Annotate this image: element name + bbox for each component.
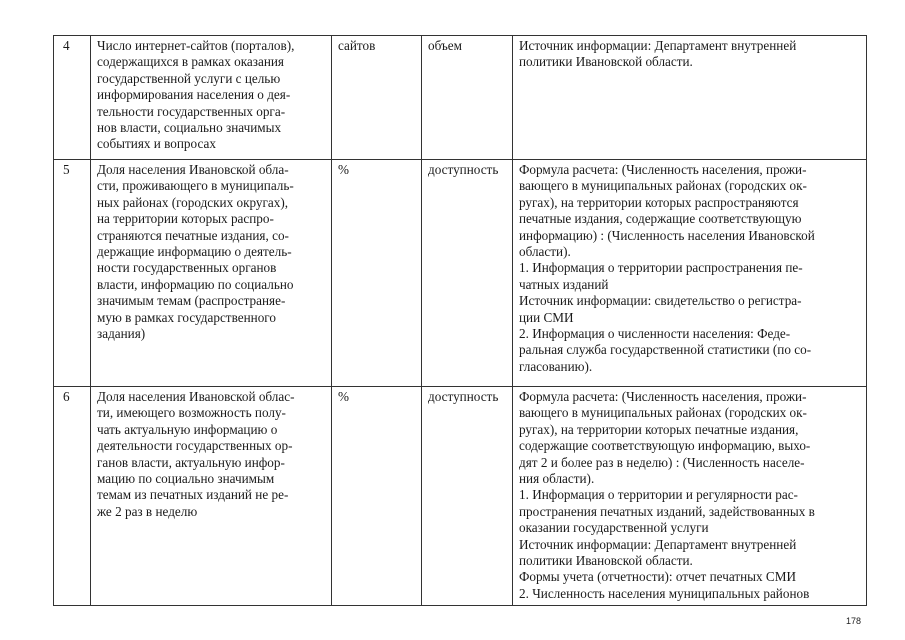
- text-line: содержащихся в рамках оказания: [97, 54, 284, 70]
- text-line: ганов власти, актуальную инфор-: [97, 454, 285, 470]
- indicator-name-cell: [91, 387, 332, 606]
- text-line: оказании государственной услуги: [519, 520, 709, 536]
- text-line: чатных изданий: [519, 276, 609, 292]
- text-line: деятельности государственных ор-: [97, 438, 293, 454]
- table-row: [54, 387, 867, 606]
- text-line: 2. Численность населения муниципальных районов: [519, 585, 810, 601]
- row-number: 4: [54, 36, 91, 160]
- text-line: страняются печатные издания, со-: [97, 227, 289, 243]
- unit-cell: сайтов: [332, 36, 422, 160]
- text-line: ти, имеющего возможность полу-: [97, 405, 286, 421]
- text-line: тельности государственных орга-: [97, 103, 286, 119]
- text-line: власти, информацию по социально: [97, 276, 294, 292]
- text-line: на территории которых распро-: [97, 211, 274, 227]
- text-line: чать актуальную информацию о: [97, 421, 278, 437]
- table-row: [54, 36, 867, 160]
- text-line: содержащие соответствующую информацию, выхо-: [519, 438, 811, 454]
- text-line: Формы учета (отчетности): отчет печатных СМИ: [519, 569, 796, 585]
- text-line: политики Ивановской области.: [519, 553, 693, 569]
- text-line: Источник информации: свидетельство о регистра-: [519, 293, 802, 309]
- kind-cell: доступность: [422, 160, 513, 387]
- text-line: государственной услуги с целью: [97, 70, 281, 86]
- source-cell: [513, 36, 867, 160]
- text-line: сти, проживающего в муниципаль-: [97, 178, 294, 194]
- text-line: задания): [97, 326, 146, 342]
- text-line: печатные издания, содержащие соответствующую: [519, 211, 802, 227]
- text-line: Формула расчета: (Численность населения, прожи-: [519, 162, 807, 177]
- kind-cell: доступность: [422, 387, 513, 606]
- text-line: пространения печатных изданий, задействованных в: [519, 503, 815, 519]
- text-line: политики Ивановской области.: [519, 54, 693, 70]
- text-line: ния области).: [519, 471, 595, 487]
- source-cell: [513, 160, 867, 387]
- unit-cell: %: [332, 160, 422, 387]
- text-line: событиях и вопросах: [97, 136, 216, 152]
- text-line: гласованию).: [519, 358, 593, 374]
- row-number: 5: [54, 160, 91, 387]
- text-line: 1. Информация о территории и регулярности рас-: [519, 487, 798, 503]
- indicator-name-cell: [91, 160, 332, 387]
- table-row: [54, 160, 867, 387]
- text-line: Формула расчета: (Численность населения, прожи-: [519, 389, 807, 404]
- text-line: Источник информации: Департамент внутренней: [519, 536, 797, 552]
- text-line: вающего в муниципальных районах (городских ок-: [519, 178, 807, 194]
- text-line: ных районах (городских округах),: [97, 194, 289, 210]
- text-line: ности государственных органов: [97, 260, 277, 276]
- text-line: Доля населения Ивановской обла-: [97, 162, 289, 177]
- text-line: темам из печатных изданий не ре-: [97, 487, 289, 503]
- indicator-name-cell: [91, 36, 332, 160]
- text-line: Источник информации: Департамент внутренней: [519, 38, 797, 53]
- text-line: же 2 раз в неделю: [97, 503, 198, 519]
- text-line: мую в рамках государственного: [97, 309, 276, 325]
- page-number: 178: [845, 616, 861, 626]
- text-line: вающего в муниципальных районах (городских ок-: [519, 405, 807, 421]
- unit-cell: %: [332, 387, 422, 606]
- text-line: ругах), на территории которых печатные издания,: [519, 421, 799, 437]
- text-line: дят 2 и более раз в неделю) : (Численность населе-: [519, 454, 805, 470]
- text-line: значимым темам (распространяе-: [97, 293, 286, 309]
- row-number: 6: [54, 387, 91, 606]
- text-line: ральная служба государственной статистики (по со-: [519, 342, 812, 358]
- source-cell: [513, 387, 867, 606]
- text-line: Доля населения Ивановской облас-: [97, 389, 295, 404]
- text-line: Число интернет-сайтов (порталов),: [97, 38, 295, 53]
- text-line: 2. Информация о численности населения: Феде-: [519, 326, 791, 342]
- kind-cell: объем: [422, 36, 513, 160]
- text-line: нов власти, социально значимых: [97, 120, 282, 136]
- indicators-table: [53, 35, 867, 606]
- text-line: держащие информацию о деятель-: [97, 244, 292, 260]
- text-line: информацию) : (Численность населения Ивановской: [519, 227, 815, 243]
- text-line: области).: [519, 244, 571, 260]
- text-line: 1. Информация о территории распространения пе-: [519, 260, 803, 276]
- text-line: ции СМИ: [519, 309, 574, 325]
- text-line: информирования населения о дея-: [97, 87, 291, 103]
- text-line: мацию по социально значимым: [97, 471, 275, 487]
- text-line: ругах), на территории которых распространяются: [519, 194, 799, 210]
